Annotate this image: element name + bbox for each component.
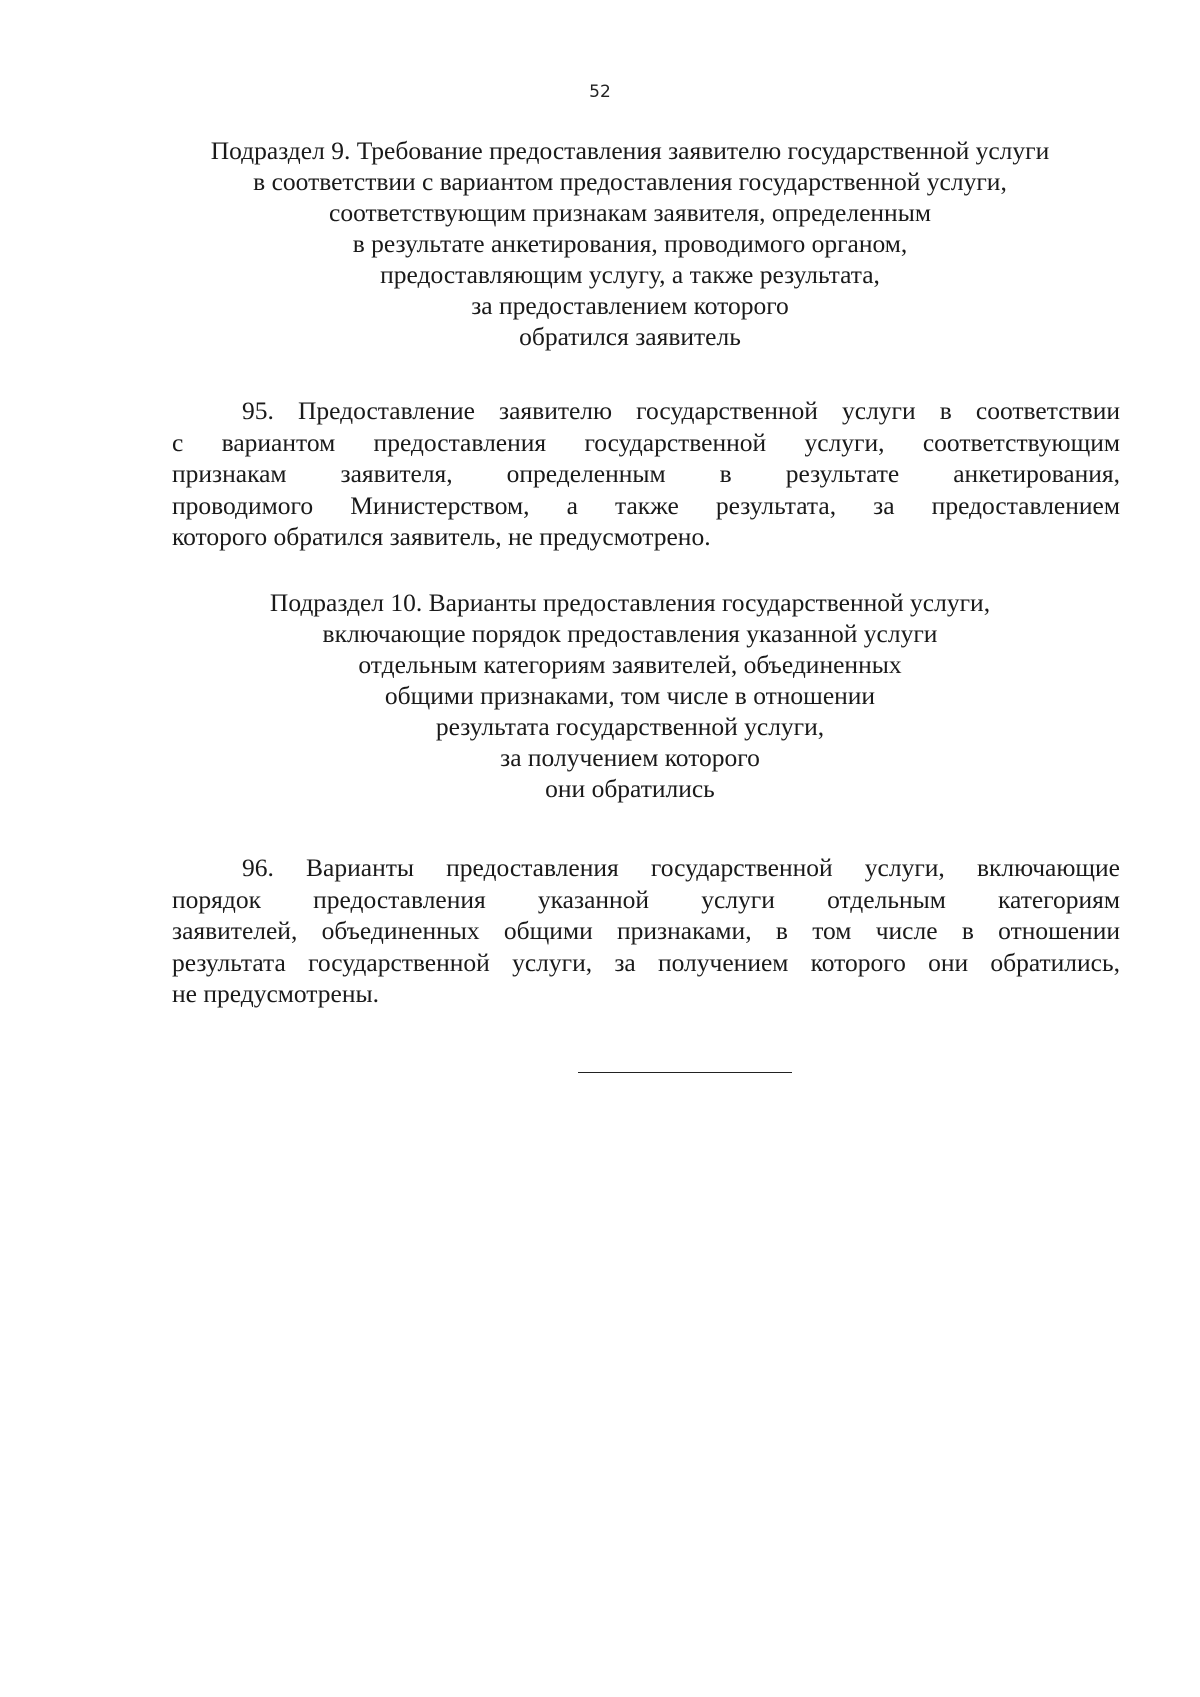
paragraph-line: проводимого Министерством, а также результата, за предоставлением bbox=[172, 490, 1120, 520]
heading-line: в соответствии с вариантом предоставления государственной услуги, bbox=[253, 167, 1007, 196]
paragraph-95 bbox=[172, 395, 1120, 553]
paragraph-line: 95. Предоставление заявителю государственной услуги в соответствии bbox=[242, 396, 1120, 425]
paragraph-line: порядок предоставления указанной услуги отдельным категориям bbox=[172, 884, 1120, 914]
heading-line: за получением которого bbox=[500, 743, 760, 772]
page-number: 52 bbox=[589, 82, 611, 102]
heading-line: Подраздел 10. Варианты предоставления государственной услуги, bbox=[269, 588, 991, 617]
paragraph-96 bbox=[172, 852, 1120, 1010]
end-separator-line bbox=[578, 1072, 792, 1073]
paragraph-line: которого обратился заявитель, не предусмотрено. bbox=[172, 522, 711, 551]
heading-line: они обратились bbox=[545, 774, 715, 803]
paragraph-line: 96. Варианты предоставления государственной услуги, включающие bbox=[242, 853, 1120, 882]
heading-line: Подраздел 9. Требование предоставления заявителю государственной услуги bbox=[210, 136, 1050, 165]
paragraph-line: заявителей, объединенных общими признаками, в том числе в отношении bbox=[172, 916, 1120, 945]
heading-line: в результате анкетирования, проводимого органом, bbox=[352, 229, 908, 258]
paragraph-line: признакам заявителя, определенным в результате анкетирования, bbox=[172, 459, 1120, 488]
heading-line: результата государственной услуги, bbox=[435, 712, 825, 741]
paragraph-line: результата государственной услуги, за получением которого они обратились, bbox=[172, 947, 1120, 977]
subsection-9-heading bbox=[160, 135, 1100, 352]
heading-line: включающие порядок предоставления указанной услуги bbox=[322, 619, 938, 648]
heading-line: соответствующим признакам заявителя, определенным bbox=[329, 198, 931, 227]
paragraph-line: с вариантом предоставления государственной услуги, соответствующим bbox=[172, 427, 1120, 457]
heading-line: обратился заявитель bbox=[519, 322, 741, 351]
paragraph-line: не предусмотрены. bbox=[172, 979, 379, 1008]
heading-line: за предоставлением которого bbox=[471, 291, 789, 320]
heading-line: отдельным категориям заявителей, объединенных bbox=[358, 650, 902, 679]
subsection-10-heading bbox=[160, 587, 1100, 804]
heading-line: предоставляющим услугу, а также результата, bbox=[380, 260, 880, 289]
heading-line: общими признаками, том числе в отношении bbox=[384, 681, 876, 710]
